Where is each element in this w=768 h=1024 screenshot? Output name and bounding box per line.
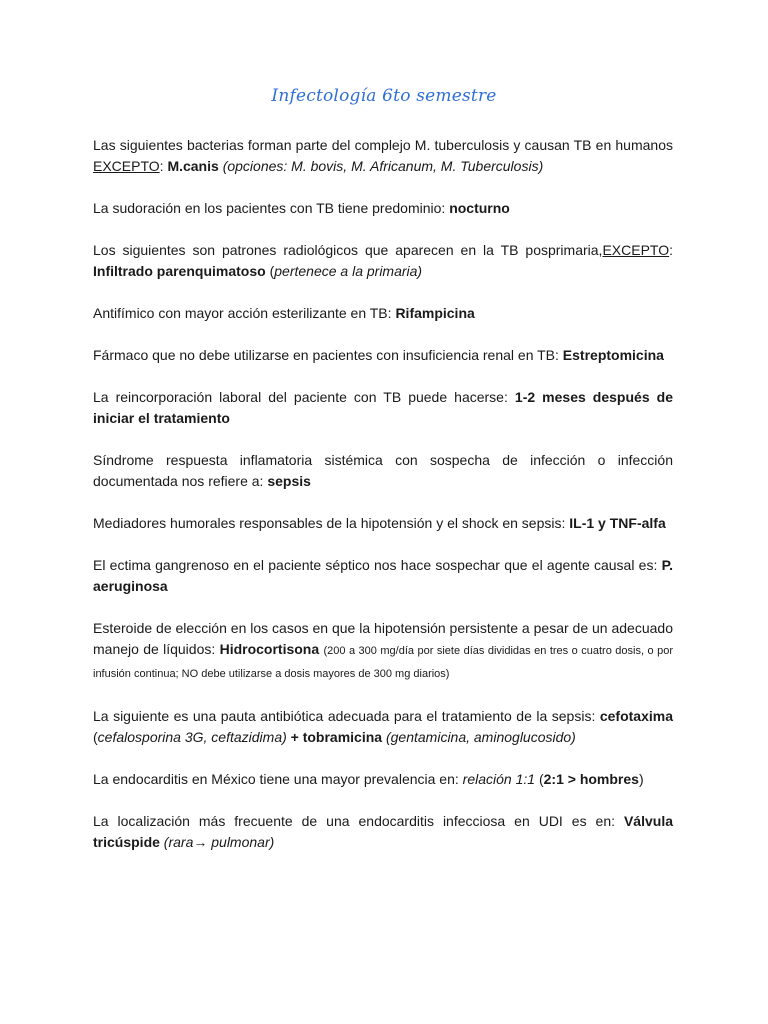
text-segment-underline: EXCEPTO: [93, 158, 160, 174]
question-paragraph: [93, 198, 673, 219]
text-segment-normal: Síndrome respuesta inflamatoria sistémica con sospecha de infección o infección documentada nos refiere a:: [93, 452, 673, 489]
question-paragraph: [93, 450, 673, 492]
text-segment-small: (200 a 300 mg/día por siete días divididas en tres o cuatro dosis, o por infusión continua; NO debe utilizarse a dosis mayores de 300 mg diarios): [93, 645, 673, 680]
text-segment-bold: Válvula tricúspide: [93, 813, 673, 850]
text-segment-normal: Esteroide de elección en los casos en que la hipotensión persistente a pesar de un adecuado manejo de líquidos:: [93, 620, 673, 657]
text-segment-bold: IL-1 y TNF-alfa: [569, 515, 666, 531]
text-segment-bold: sepsis: [267, 473, 311, 489]
text-segment-normal: (: [93, 729, 98, 745]
text-segment-bold: Estreptomicina: [562, 347, 664, 363]
question-paragraph: [93, 387, 673, 429]
text-segment-bold: Infiltrado parenquimatoso: [93, 263, 266, 279]
document-title: Infectología 6to semestre: [271, 86, 497, 106]
text-segment-bold: M.canis: [167, 158, 219, 174]
text-segment-normal: Antifímico con mayor acción esterilizante en TB:: [93, 305, 396, 321]
text-segment-normal: La siguiente es una pauta antibiótica adecuada para el tratamiento de la sepsis:: [93, 708, 600, 724]
text-segment-italic: (opciones: M. bovis, M. Africanum, M. Tuberculosis): [222, 158, 544, 174]
text-segment-italic: (rara→ pulmonar): [163, 834, 275, 850]
text-segment-normal: La localización más frecuente de una endocarditis infecciosa en UDI es en:: [93, 813, 624, 829]
question-paragraph: [93, 811, 673, 853]
text-segment-bold: 2:1 > hombres: [543, 771, 639, 787]
text-segment-bold: Rifampicina: [395, 305, 475, 321]
question-paragraph: [93, 135, 673, 177]
question-paragraph: [93, 706, 673, 748]
text-segment-normal: Los siguientes son patrones radiológicos que aparecen en la TB posprimaria,: [93, 242, 603, 258]
text-segment-bold: + tobramicina: [286, 729, 383, 745]
text-segment-normal: Mediadores humorales responsables de la hipotensión y el shock en sepsis:: [93, 515, 570, 531]
text-segment-italic: cefalosporina 3G, ceftazidima): [97, 729, 287, 745]
document-body: [93, 135, 673, 874]
text-segment-italic: pertenece a la primaria): [274, 263, 423, 279]
text-segment-bold: P. aeruginosa: [93, 557, 673, 594]
text-segment-underline: EXCEPTO: [602, 242, 670, 258]
text-segment-normal: :: [669, 242, 673, 258]
text-segment-bold: Hidrocortisona: [219, 641, 320, 657]
text-segment-normal: (: [265, 263, 275, 279]
text-segment-bold: nocturno: [449, 200, 510, 216]
text-segment-italic: (gentamicina, aminoglucosido): [385, 729, 576, 745]
text-segment-normal: La sudoración en los pacientes con TB tiene predominio:: [93, 200, 450, 216]
question-paragraph: [93, 345, 673, 366]
text-segment-bold: 1-2 meses después de iniciar el tratamiento: [93, 389, 673, 426]
question-paragraph: [93, 240, 673, 282]
text-segment-normal: :: [159, 158, 168, 174]
text-segment-normal: La reincorporación laboral del paciente con TB puede hacerse:: [93, 389, 515, 405]
text-segment-bold: cefotaxima: [599, 708, 673, 724]
text-segment-normal: Fármaco que no debe utilizarse en pacientes con insuficiencia renal en TB:: [93, 347, 563, 363]
question-paragraph: [93, 618, 673, 685]
question-paragraph: [93, 303, 673, 324]
text-segment-italic: relación 1:1: [462, 771, 536, 787]
question-paragraph: [93, 555, 673, 597]
text-segment-normal: ): [638, 771, 644, 787]
text-segment-normal: Las siguientes bacterias forman parte del complejo M. tuberculosis y causan TB en humanos: [93, 137, 673, 153]
text-segment-normal: La endocarditis en México tiene una mayor prevalencia en:: [93, 771, 463, 787]
text-segment-normal: El ectima gangrenoso en el paciente séptico nos hace sospechar que el agente causal es:: [93, 557, 662, 573]
text-segment-normal: (: [535, 771, 544, 787]
question-paragraph: [93, 513, 673, 534]
question-paragraph: [93, 769, 673, 790]
